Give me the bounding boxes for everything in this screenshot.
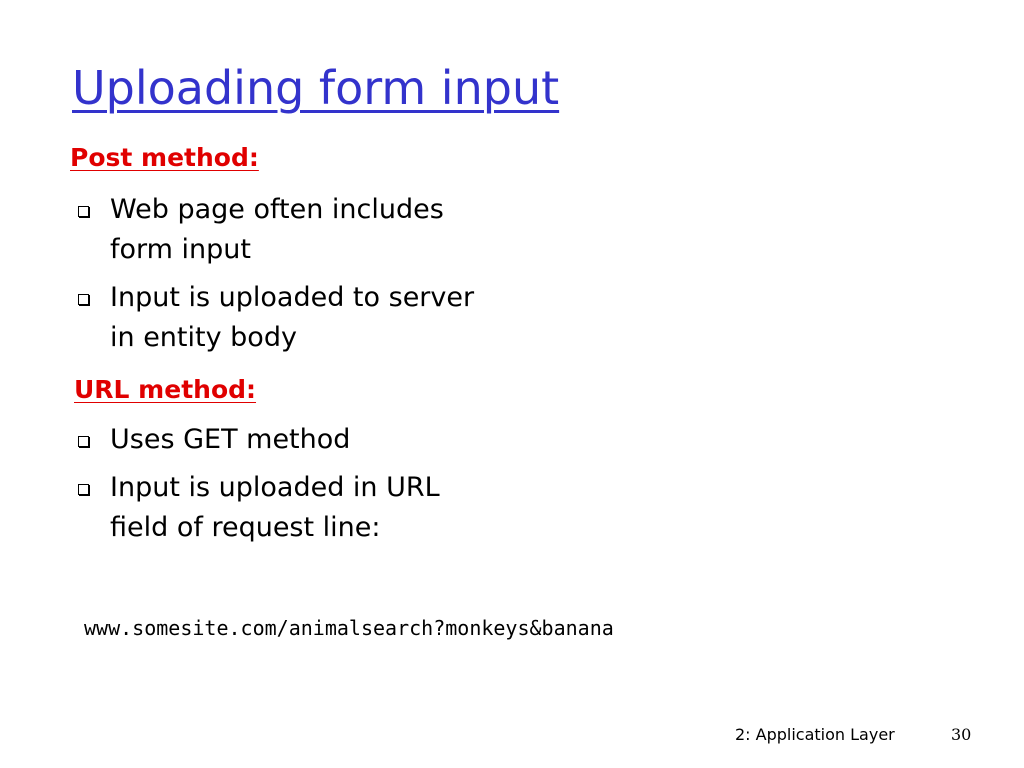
- bullet-text: Input is uploaded to server in entity body: [110, 282, 475, 353]
- list-item: [72, 468, 480, 548]
- post-method-bullet-list: [72, 190, 480, 366]
- bullet-text: Web page often includes form input: [110, 194, 444, 265]
- square-bullet-icon: [78, 436, 89, 447]
- slide-title: Uploading form input: [72, 61, 560, 115]
- square-bullet-icon: [78, 206, 89, 217]
- example-url: www.somesite.com/animalsearch?monkeys&banana: [84, 616, 614, 640]
- post-method-heading: Post method:: [70, 143, 259, 172]
- bullet-text: Input is uploaded in URL field of request line:: [110, 472, 440, 543]
- list-item: [72, 190, 480, 270]
- square-bullet-icon: [78, 294, 89, 305]
- url-method-bullet-list: [72, 420, 480, 556]
- url-method-heading: URL method:: [74, 375, 257, 404]
- square-bullet-icon: [78, 484, 89, 495]
- list-item: [72, 420, 480, 460]
- bullet-text: Uses GET method: [110, 424, 351, 455]
- page-number: 30: [951, 725, 972, 744]
- list-item: [72, 278, 480, 358]
- footer-chapter-label: 2: Application Layer: [735, 725, 895, 744]
